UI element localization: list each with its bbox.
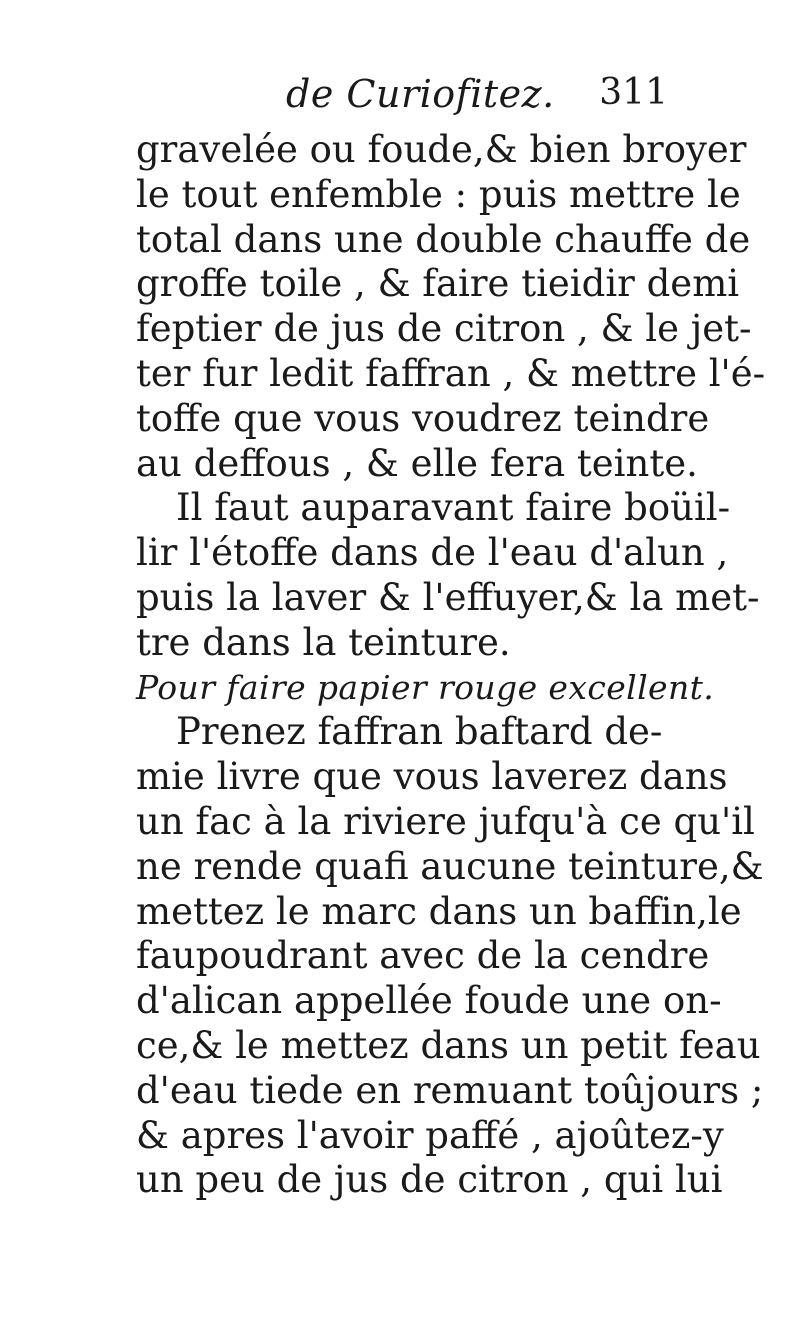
text-line: d'eau tiede en remuant toûjours ; xyxy=(136,1068,764,1112)
text-line: lir l'étoffe dans de l'eau d'alun , xyxy=(136,531,729,575)
text-line: feptier de jus de citron , & le jet- xyxy=(136,307,752,351)
text-line: ne rende quafi aucune teinture,& xyxy=(136,844,764,888)
text-line: ce,& le mettez dans un petit feau xyxy=(136,1023,761,1067)
text-line: faupoudrant avec de la cendre xyxy=(136,934,710,978)
running-title: de Curiofitez. xyxy=(286,72,555,116)
text-line: au deffous , & elle fera teinte. xyxy=(136,441,698,485)
paragraph-start-line: Prenez faffran baftard de- xyxy=(176,710,663,754)
text-line: gravelée ou foude,& bien broyer xyxy=(136,128,747,171)
text-line: un peu de jus de citron , qui lui xyxy=(136,1158,723,1202)
text-line: tre dans la teinture. xyxy=(136,620,511,664)
page-header xyxy=(138,72,668,124)
text-line: le tout enfemble : puis mettre le xyxy=(136,172,741,216)
text-line: total dans une double chauffe de xyxy=(136,217,751,261)
body-text xyxy=(136,128,766,1203)
text-line: & apres l'avoir paffé , ajoûtez-y xyxy=(136,1113,724,1157)
page-number: 311 xyxy=(599,72,668,113)
text-line: d'alican appellée foude une on- xyxy=(136,979,722,1023)
text-line: ter fur ledit faffran , & mettre l'é- xyxy=(136,351,766,395)
text-line: toffe que vous voudrez teindre xyxy=(136,396,710,440)
text-line: un fac à la riviere jufqu'à ce qu'il xyxy=(136,799,755,843)
text-line: mettez le marc dans un baffin,le xyxy=(136,889,742,933)
text-line: puis la laver & l'effuyer,& la met- xyxy=(136,575,760,619)
paragraph-start-line: Il faut auparavant faire boüil- xyxy=(176,486,731,530)
text-line: groffe toile , & faire tieidir demi xyxy=(136,262,740,306)
text-line: mie livre que vous laverez dans xyxy=(136,755,728,799)
section-heading: Pour faire papier rouge excellent. xyxy=(136,667,715,707)
